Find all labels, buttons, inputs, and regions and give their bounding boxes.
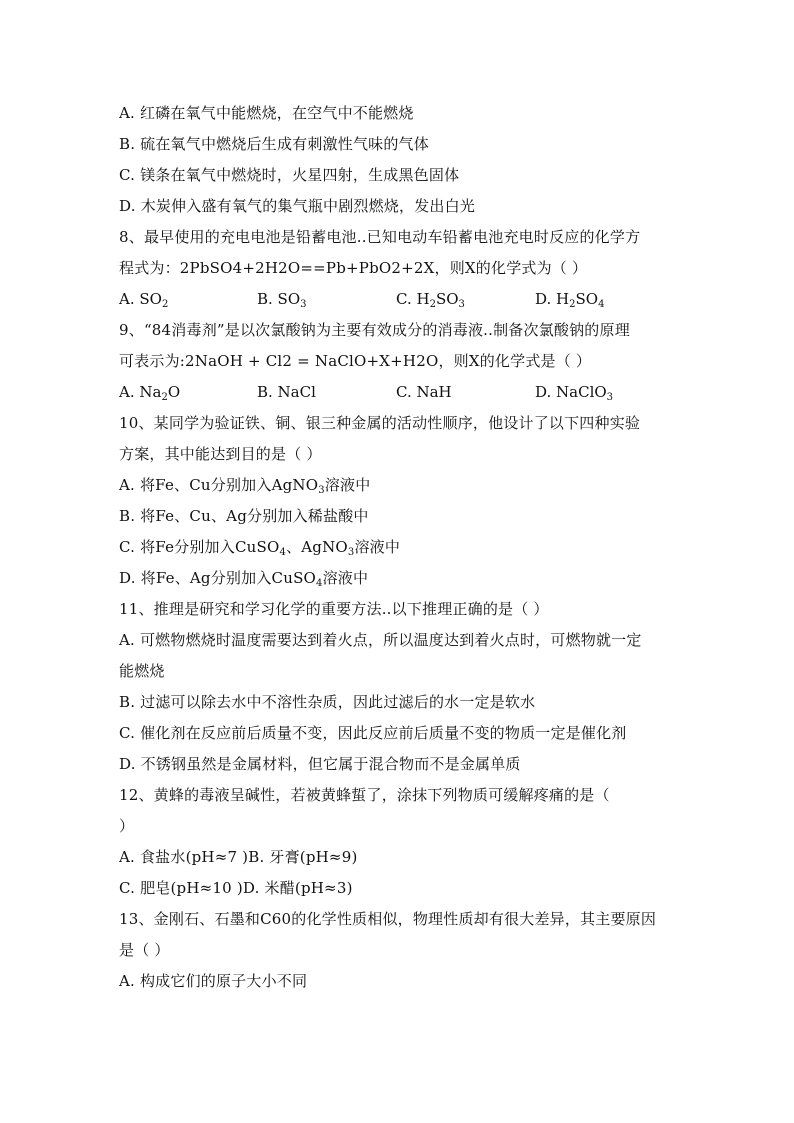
q9-option-c: C. NaH [396, 383, 452, 401]
q9-stem-line1: 9、“84消毒剂”是以次氯酸钠为主要有效成分的消毒液..制备次氯酸钠的原理 [119, 321, 630, 339]
q8-option-a: A. $SO_2$ [119, 290, 169, 310]
q13-stem-line1: 13、金刚石、石墨和C60的化学性质相似，物理性质却有很大差异，其主要原因 [119, 910, 657, 928]
q12-options-cd: C. 肥皂(pH≈10 )D. 米醋(pH≈3) [119, 879, 353, 897]
q12-options-ab: A. 食盐水(pH≈7 )B. 牙膏(pH≈9) [119, 848, 358, 866]
q7-option-b: B. 硫在氧气中燃烧后生成有刺激性气味的气体 [119, 135, 429, 153]
q10-option-d: D. 将Fe、Ag分别加入CuSO$_4$溶液中 [119, 569, 369, 589]
q8-stem-line2: 程式为：2PbSO4+2H2O==Pb+PbO2+2X，则X的化学式为（ ） [119, 259, 588, 277]
q11-stem: 11、推理是研究和学习化学的重要方法..以下推理正确的是（ ） [119, 600, 549, 618]
q11-option-a-line2: 能燃烧 [119, 662, 165, 680]
q10-stem-line2: 方案，其中能达到目的是（ ） [119, 445, 322, 463]
q10-option-b: B. 将Fe、Cu、Ag分别加入稀盐酸中 [119, 507, 369, 525]
q9-option-d: D. NaClO$_3$ [535, 383, 614, 403]
q12-stem-line1: 12、黄蜂的毒液呈碱性，若被黄蜂蜇了，涂抹下列物质可缓解疼痛的是（ [119, 786, 610, 804]
q9-option-b: B. NaCl [257, 383, 316, 401]
q10-option-c: C. 将Fe分别加入CuSO$_4$、AgNO$_3$溶液中 [119, 538, 401, 558]
q13-option-a: A. 构成它们的原子大小不同 [119, 972, 308, 990]
q9-stem-line2: 可表示为:2NaOH + Cl2 = NaClO+X+H2O，则X的化学式是（ ） [119, 352, 592, 370]
q11-option-b: B. 过滤可以除去水中不溶性杂质，因此过滤后的水一定是软水 [119, 693, 536, 711]
q7-option-c: C. 镁条在氧气中燃烧时，火星四射，生成黑色固体 [119, 166, 460, 184]
q11-option-d: D. 不锈钢虽然是金属材料，但它属于混合物而不是金属单质 [119, 755, 521, 773]
q10-stem-line1: 10、某同学为验证铁、铜、银三种金属的活动性顺序，他设计了以下四种实验 [119, 414, 641, 432]
q8-option-b: B. $SO_3$ [257, 290, 307, 310]
q8-option-c: C. $H_2SO_3$ [396, 290, 465, 310]
q7-option-a: A. 红磷在氧气中能燃烧，在空气中不能燃烧 [119, 104, 414, 122]
q9-option-a: A. $Na_2O$ [119, 383, 181, 403]
q8-option-d: D. $H_2SO_4$ [535, 290, 605, 310]
q7-option-d: D. 木炭伸入盛有氧气的集气瓶中剧烈燃烧，发出白光 [119, 197, 476, 215]
q11-option-a-line1: A. 可燃物燃烧时温度需要达到着火点，所以温度达到着火点时，可燃物就一定 [119, 631, 642, 649]
q13-stem-line2: 是（ ） [119, 941, 170, 959]
q8-stem-line1: 8、最早使用的充电电池是铅蓄电池..已知电动车铅蓄电池充电时反应的化学方 [119, 228, 641, 246]
q12-stem-line2: ） [119, 817, 135, 835]
q11-option-c: C. 催化剂在反应前后质量不变，因此反应前后质量不变的物质一定是催化剂 [119, 724, 627, 742]
q10-option-a: A. 将Fe、Cu分别加入AgNO$_3$溶液中 [119, 476, 371, 496]
